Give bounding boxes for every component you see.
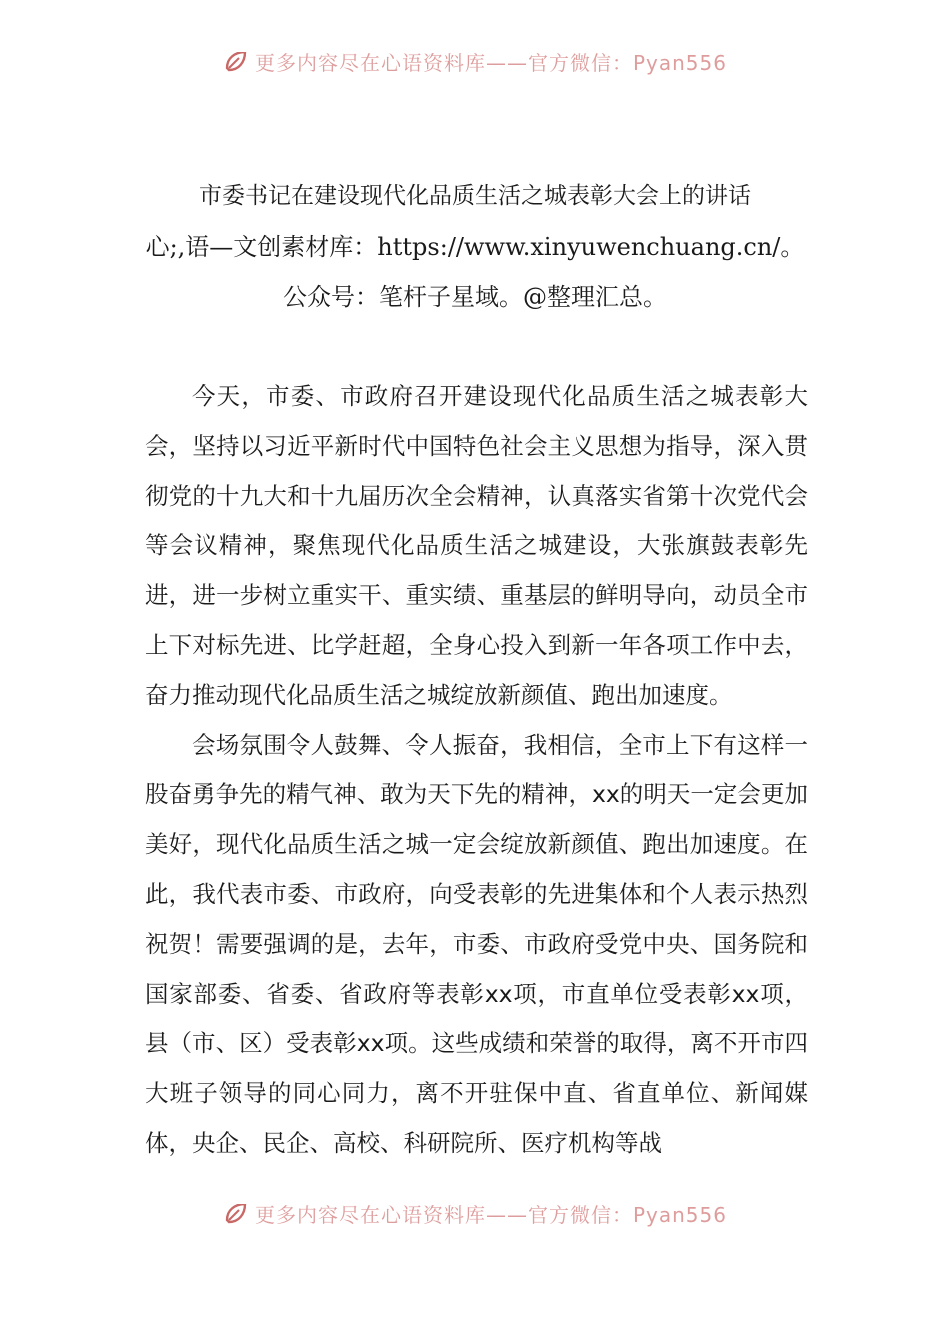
watermark-text: 更多内容尽在心语资料库——官方微信：Pyan556	[254, 1204, 727, 1227]
source-line: 心;,语—文创素材库：https://www.xinyuwenchuang.cn/。公众号：笔杆子星域。@整理汇总。	[145, 233, 805, 311]
document-body	[145, 372, 808, 1169]
paragraph: 今天，市委、市政府召开建设现代化品质生活之城表彰大会，坚持以习近平新时代中国特色社会主义思想为指导，深入贯彻党的十九大和十九届历次全会精神，认真落实省第十次党代会等会议精神，聚焦现代化品质生活之城建设，大张旗鼓表彰先进，进一步树立重实干、重实绩、重基层的鲜明导向，动员全市上下对标先进、比学赶超，全身心投入到新一年各项工作中去，奋力推动现代化品质生活之城绽放新颜值、跑出加速度。	[145, 382, 808, 709]
leaf-logo-icon	[223, 1204, 249, 1226]
paragraph: 会场氛围令人鼓舞、令人振奋，我相信，全市上下有这样一股奋勇争先的精气神、敢为天下先的精神，xx的明天一定会更加美好，现代化品质生活之城一定会绽放新颜值、跑出加速度。在此，我代表市委、市政府，向受表彰的先进集体和个人表示热烈祝贺！需要强调的是，去年，市委、市政府受党中央、国务院和国家部委、省委、省政府等表彰xx项，市直单位受表彰xx项，县（市、区）受表彰xx项。这些成绩和荣誉的取得，离不开市四大班子领导的同心同力，离不开驻保中直、省直单位、新闻媒体，央企、民企、高校、科研院所、医疗机构等战	[145, 730, 808, 1157]
document-title: 市委书记在建设现代化品质生活之城表彰大会上的讲话	[199, 183, 751, 209]
watermark-text: 更多内容尽在心语资料库——官方微信：Pyan556	[254, 52, 727, 75]
header-watermark	[0, 52, 950, 86]
footer-watermark	[0, 1204, 950, 1238]
leaf-logo-icon	[223, 52, 249, 74]
